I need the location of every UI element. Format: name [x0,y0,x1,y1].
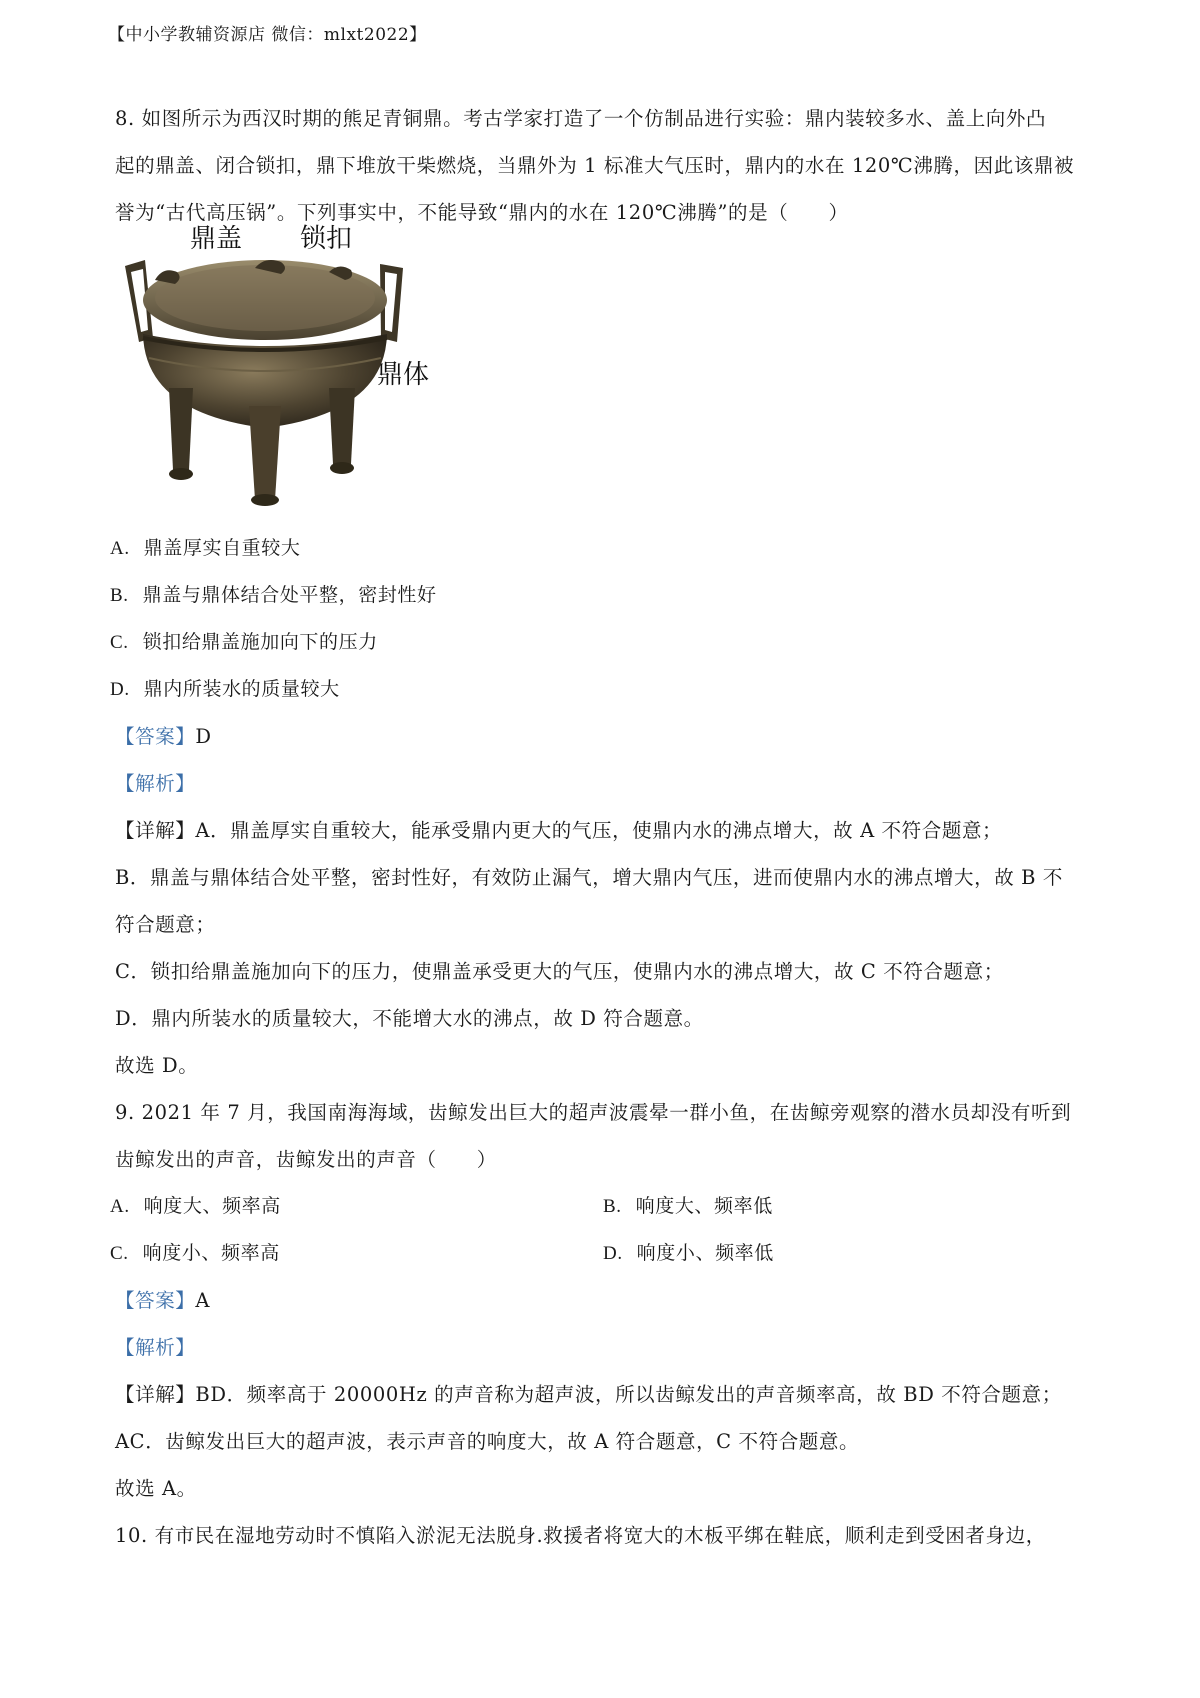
q8-detail-line-4: C．锁扣给鼎盖施加向下的压力，使鼎盖承受更大的气压，使鼎内水的沸点增大，故 C 不符合题意； [115,960,1004,983]
q8-answer: 【答案】D [115,725,212,748]
q9-detail-line-1: 【详解】BD．频率高于 20000Hz 的声音称为超声波，所以齿鲸发出的声音频率高，故 BD 不符合题意； [115,1383,1062,1406]
q10-stem-line-1: 10. 有市民在湿地劳动时不慎陷入淤泥无法脱身.救援者将宽大的木板平绑在鞋底，顺利走到受困者身边， [115,1524,1046,1547]
q8-option-c: C. 锁扣给鼎盖施加向下的压力 [110,631,378,653]
q8-detail-line-6: 故选 D。 [115,1054,199,1077]
q9-option-d: D. 响度小、频率低 [603,1242,774,1264]
q9-answer: 【答案】A [115,1289,211,1312]
q8-option-d: D. 鼎内所装水的质量较大 [110,678,340,700]
q8-option-b: B. 鼎盖与鼎体结合处平整，密封性好 [110,584,437,606]
q9-option-a: A. 响度大、频率高 [110,1195,281,1217]
q8-detail-line-1: 【详解】A．鼎盖厚实自重较大，能承受鼎内更大的气压，使鼎内水的沸点增大，故 A 不符合题意； [115,819,1003,842]
q9-detail-line-2: AC．齿鲸发出巨大的超声波，表示声音的响度大，故 A 符合题意，C 不符合题意。 [115,1430,860,1453]
label-ding-lid: 鼎盖 [190,224,243,254]
q9-option-c: C. 响度小、频率高 [110,1242,280,1264]
bronze-ding-figure [115,224,460,506]
q8-stem-line-3: 誉为“古代高压锅”。下列事实中，不能导致“鼎内的水在 120℃沸腾”的是（ ） [115,201,849,224]
label-lock: 锁扣 [300,224,353,254]
q8-detail-line-3: 符合题意； [115,913,216,936]
q8-analysis-tag: 【解析】 [115,772,196,795]
page-header: 【中小学教辅资源店 微信：mlxt2022】 [108,25,427,45]
q9-stem-line-2: 齿鲸发出的声音，齿鲸发出的声音（ ） [115,1148,497,1171]
q9-detail-line-3: 故选 A。 [115,1477,197,1500]
q9-stem-line-1: 9. 2021 年 7 月，我国南海海域，齿鲸发出巨大的超声波震晕一群小鱼，在齿鲸旁观察的潜水员却没有听到 [115,1101,1072,1124]
q9-option-b: B. 响度大、频率低 [603,1195,773,1217]
label-ding-body: 鼎体 [377,360,430,390]
q9-analysis-tag: 【解析】 [115,1336,196,1359]
q8-option-a: A. 鼎盖厚实自重较大 [110,537,301,559]
q8-detail-line-5: D．鼎内所装水的质量较大，不能增大水的沸点，故 D 符合题意。 [115,1007,704,1030]
q8-stem-line-1: 8. 如图所示为西汉时期的熊足青铜鼎。考古学家打造了一个仿制品进行实验：鼎内装较多水、盖上向外凸 [115,107,1047,130]
q8-detail-line-2: B．鼎盖与鼎体结合处平整，密封性好，有效防止漏气，增大鼎内气压，进而使鼎内水的沸点增大，故 B 不 [115,866,1063,889]
q8-stem-line-2: 起的鼎盖、闭合锁扣，鼎下堆放干柴燃烧，当鼎外为 1 标准大气压时，鼎内的水在 120℃沸腾，因此该鼎被 [115,154,1075,177]
